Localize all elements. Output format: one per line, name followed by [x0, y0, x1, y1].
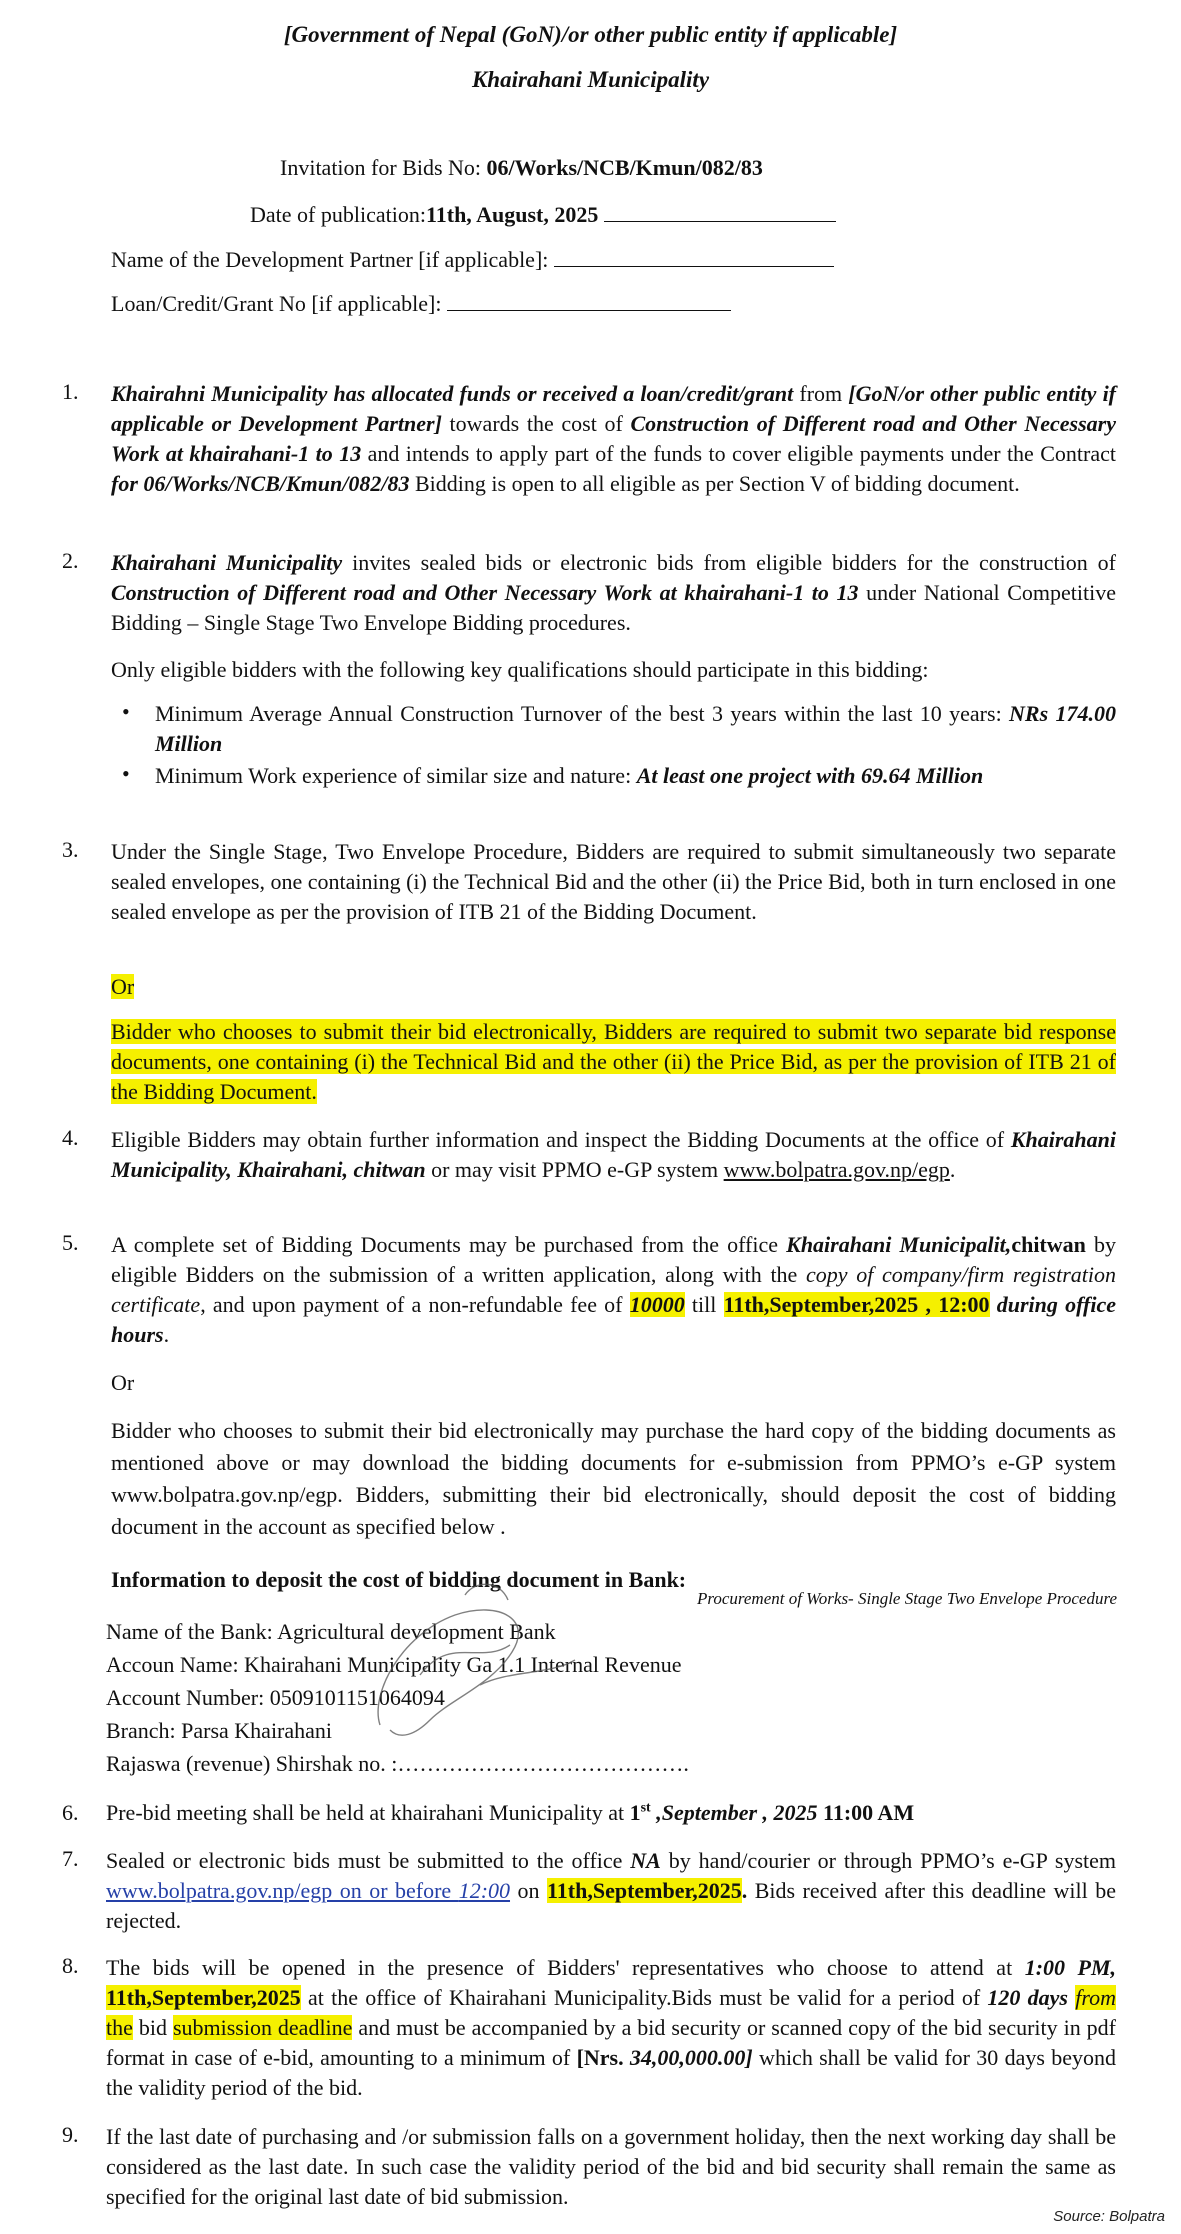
blank-line	[447, 290, 731, 311]
header-municipality: Khairahani Municipality	[471, 67, 710, 92]
egp-submission-link[interactable]: www.bolpatra.gov.np/egp on or before 12:00	[106, 1878, 511, 1903]
loan-number-line: Loan/Credit/Grant No [if applicable]:	[111, 290, 731, 317]
paragraph-8: The bids will be opened in the presence of Bidders' representatives who choose to attend at 1:00 PM, 11th,September,2025 at the office of Khairahani Municipality.Bids must be valid for a period of 120 days from the bid submission deadline and must be accompanied by a bid security or scanned copy of the bid security in pdf format in case of e-bid, amounting to a minimum of [Nrs. 34,00,000.00] which shall be valid for 30 days beyond the validity period of the bid.	[106, 1955, 1117, 2100]
item-number: 7.	[62, 1846, 79, 1871]
or-label: Or	[111, 1370, 135, 1395]
item-number: 1.	[62, 379, 79, 404]
blank-line	[604, 201, 836, 222]
item-number: 3.	[62, 837, 79, 862]
electronic-submission-note: Bidder who chooses to submit their bid electronically, Bidders are required to submit two separate bid response documents, one containing (i) the Technical Bid and the other (ii) the Price Bid, as per the provision of ITB 21 of the Bidding Document.	[111, 1019, 1116, 1104]
procurement-note: Procurement of Works- Single Stage Two Envelope Procedure	[696, 1589, 1117, 1608]
document-fee: 10000	[629, 1292, 685, 1317]
publication-date: 11th, August, 2025	[425, 202, 599, 227]
item-number: 6.	[62, 1800, 79, 1825]
paragraph-7: Sealed or electronic bids must be submitted to the office NA by hand/courier or through PPMO’s e-GP system www.bolpatra.gov.np/egp on or before 12:00 on 11th,September,2025. Bids received after this deadline will be rejected.	[106, 1848, 1117, 1933]
publication-date-line: Date of publication:11th, August, 2025	[250, 201, 836, 228]
experience-requirement: Minimum Work experience of similar size and nature: At least one project with 69.64 Million	[155, 763, 984, 788]
blank-line	[554, 246, 834, 267]
or-label: Or	[111, 974, 135, 999]
account-name: Accoun Name: Khairahani Municipality Ga 1.1 Internal Revenue	[106, 1652, 682, 1677]
purchase-deadline: 11th,September,2025 , 12:00	[723, 1292, 990, 1317]
item-number: 5.	[62, 1230, 79, 1255]
paragraph-3: Under the Single Stage, Two Envelope Procedure, Bidders are required to submit simultaneously two separate sealed envelopes, one containing (i) the Technical Bid and the other (ii) the Price Bid, both in turn enclosed in one sealed envelope as per the provision of ITB 21 of the Bidding Document.	[111, 839, 1116, 924]
paragraph-6: Pre-bid meeting shall be held at khairahani Municipality at 1st ,September , 2025 11:00 AM	[106, 1800, 915, 1825]
development-partner-line: Name of the Development Partner [if applicable]:	[111, 246, 834, 273]
bank-name: Name of the Bank: Agricultural development Bank	[106, 1619, 556, 1644]
bullet: •	[122, 699, 130, 724]
paragraph-1: Khairahni Municipality has allocated funds or received a loan/credit/grant from [GoN/or other public entity if applicable or Development Partner] towards the cost of Construction of Different road and Other Necessary Work at khairahani-1 to 13 and intends to apply part of the funds to cover eligible payments under the Contract for 06/Works/NCB/Kmun/082/83 Bidding is open to all eligible as per Section V of bidding document.	[111, 381, 1117, 496]
paragraph-9: If the last date of purchasing and /or submission falls on a government holiday, then the next working day shall be considered as the last date. In such case the validity period of the bid and bid security shall remain the same as specified for the original last date of bid submission.	[106, 2124, 1116, 2209]
electronic-purchase-note: Bidder who chooses to submit their bid electronically may purchase the hard copy of the bidding documents as mentioned above or may download the bidding documents for e-submission from PPMO’s e-GP system www.bolpatra.gov.np/egp. Bidders, submitting their bid electronically, should deposit the cost of bidding document in the account as specified below .	[111, 1418, 1116, 1539]
paragraph-4: Eligible Bidders may obtain further information and inspect the Bidding Documents at the office of Khairahani Municipality, Khairahani, chitwan or may visit PPMO e-GP system www.bolpatra.gov.np/egp.	[111, 1127, 1116, 1182]
paragraph-2: Khairahani Municipality invites sealed bids or electronic bids from eligible bidders for the construction of Construction of Different road and Other Necessary Work at khairahani-1 to 13 under National Competitive Bidding – Single Stage Two Envelope Bidding procedures.	[111, 550, 1117, 635]
eligibility-intro: Only eligible bidders with the following key qualifications should participate in this bidding:	[111, 657, 929, 682]
item-number: 4.	[62, 1125, 79, 1150]
account-number: Account Number: 0509101151064094	[106, 1685, 445, 1710]
ifb-number: 06/Works/NCB/Kmun/082/83	[486, 155, 763, 180]
egp-link[interactable]: www.bolpatra.gov.np/egp	[723, 1157, 950, 1182]
header-entity: [Government of Nepal (GoN)/or other public entity if applicable]	[283, 22, 898, 47]
submission-deadline: 11th,September,2025	[546, 1878, 742, 1903]
turnover-requirement: Minimum Average Annual Construction Turnover of the best 3 years within the last 10 years: NRs 174.00 Million	[155, 701, 1117, 756]
item-number: 8.	[62, 1953, 79, 1978]
opening-date: 11th,September,2025	[106, 1985, 301, 2010]
signature-mark	[360, 1575, 600, 1750]
item-number: 2.	[62, 548, 79, 573]
bank-info-heading: Information to deposit the cost of bidding document in Bank:	[111, 1567, 687, 1592]
source-credit: Source: Bolpatra	[1053, 2208, 1165, 2225]
ifb-number-line: Invitation for Bids No: 06/Works/NCB/Kmun/082/83	[280, 155, 763, 180]
rajaswa-shirshak: Rajaswa (revenue) Shirshak no. :………………………………….	[106, 1751, 689, 1776]
branch: Branch: Parsa Khairahani	[106, 1718, 333, 1743]
paragraph-5: A complete set of Bidding Documents may be purchased from the office Khairahani Municipalit,chitwan by eligible Bidders on the submission of a written application, along with the copy of company/firm registration certificate, and upon payment of a non-refundable fee of 10000 till 11th,September,2025 , 12:00 during office hours.	[111, 1232, 1117, 1347]
bullet: •	[122, 761, 130, 786]
item-number: 9.	[62, 2122, 79, 2147]
